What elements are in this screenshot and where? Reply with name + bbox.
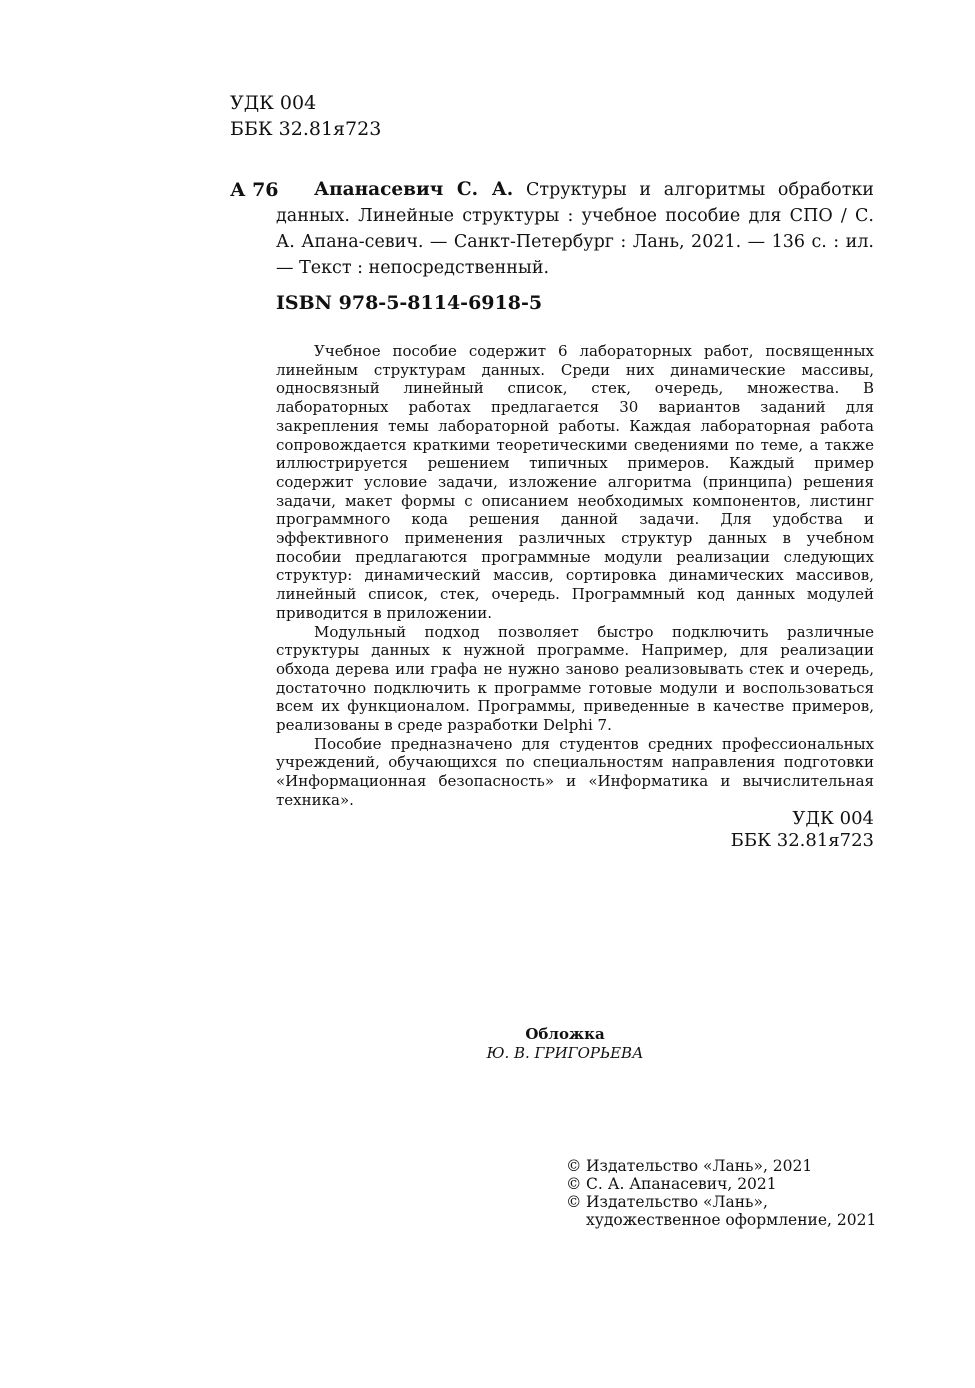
bbk-code: ББК 32.81я723 (230, 118, 382, 140)
udk-code: УДК 004 (230, 92, 317, 114)
header-classification (230, 90, 381, 142)
annotation (276, 342, 874, 810)
copyright-line (566, 1157, 876, 1175)
copyright-text: С. А. Апанасевич, 2021 (586, 1175, 777, 1193)
bibliographic-record (276, 177, 874, 281)
copyright-line (566, 1175, 876, 1193)
copyright-icon: © (566, 1157, 582, 1175)
footer-classification (731, 808, 874, 852)
copyright-icon: © (566, 1193, 582, 1211)
bibliographic-description: Структуры и алгоритмы обработки данных. Линейные структуры : учебное пособие для СПО / С. А. Апана-севич. — Санкт-Петербург : Лань, 2021. — 136 с. : ил. — Текст : непосредственный. (276, 180, 874, 278)
cover-credit (440, 1025, 690, 1063)
copyright-line (566, 1193, 876, 1211)
copyright-text: Издательство «Лань», (586, 1193, 768, 1211)
copyright-icon: © (566, 1175, 582, 1193)
bbk-code: ББК 32.81я723 (730, 830, 874, 851)
cover-label: Обложка (525, 1025, 605, 1043)
copyright-text: Издательство «Лань», 2021 (586, 1157, 813, 1175)
copyright-block (566, 1157, 876, 1229)
copyright-continuation: художественное оформление, 2021 (586, 1211, 877, 1229)
annotation-paragraph: Пособие предназначено для студентов средних профессиональных учреждений, обучающихся по специальностям направления подготовки «Информационная безопасность» и «Информатика и вычислительная техника». (276, 734, 874, 809)
cover-designer: Ю. В. ГРИГОРЬЕВА (486, 1044, 644, 1062)
isbn: ISBN 978-5-8114-6918-5 (276, 292, 543, 314)
udk-code: УДК 004 (792, 808, 874, 829)
author-name: Апанасевич С. А. (314, 179, 514, 200)
author-mark: А 76 (230, 179, 279, 201)
annotation-paragraph: Модульный подход позволяет быстро подключить различные структуры данных к нужной программе. Например, для реализации обхода дерева или графа не нужно заново реализовывать стек и очередь, достаточно подключить к программе готовые модули и воспользоваться всем их функционалом. Программы, приведенные в качестве примеров, реализованы в среде разработки Delphi 7. (276, 622, 874, 735)
annotation-paragraph: Учебное пособие содержит 6 лабораторных работ, посвященных линейным структурам данных. Среди них динамические массивы, односвязный линейный список, стек, очередь, множества. В лабораторных работах предлагается 30 вариантов заданий для закрепления темы лабораторной работы. Каждая лабораторная работа сопровождается краткими теоретическими сведениями по теме, а также иллюстрируется решением типичных примеров. Каждый пример содержит условие задачи, изложение алгоритма (принципа) решения задачи, макет формы с описанием необходимых компонентов, листинг программного кода решения данной задачи. Для удобства и эффективного применения различных структур данных в учебном пособии предлагаются программные модули реализации следующих структур: динамический массив, сортировка динамических массивов, линейный список, стек, очередь. Программный код данных модулей приводится в приложении. (276, 342, 874, 622)
